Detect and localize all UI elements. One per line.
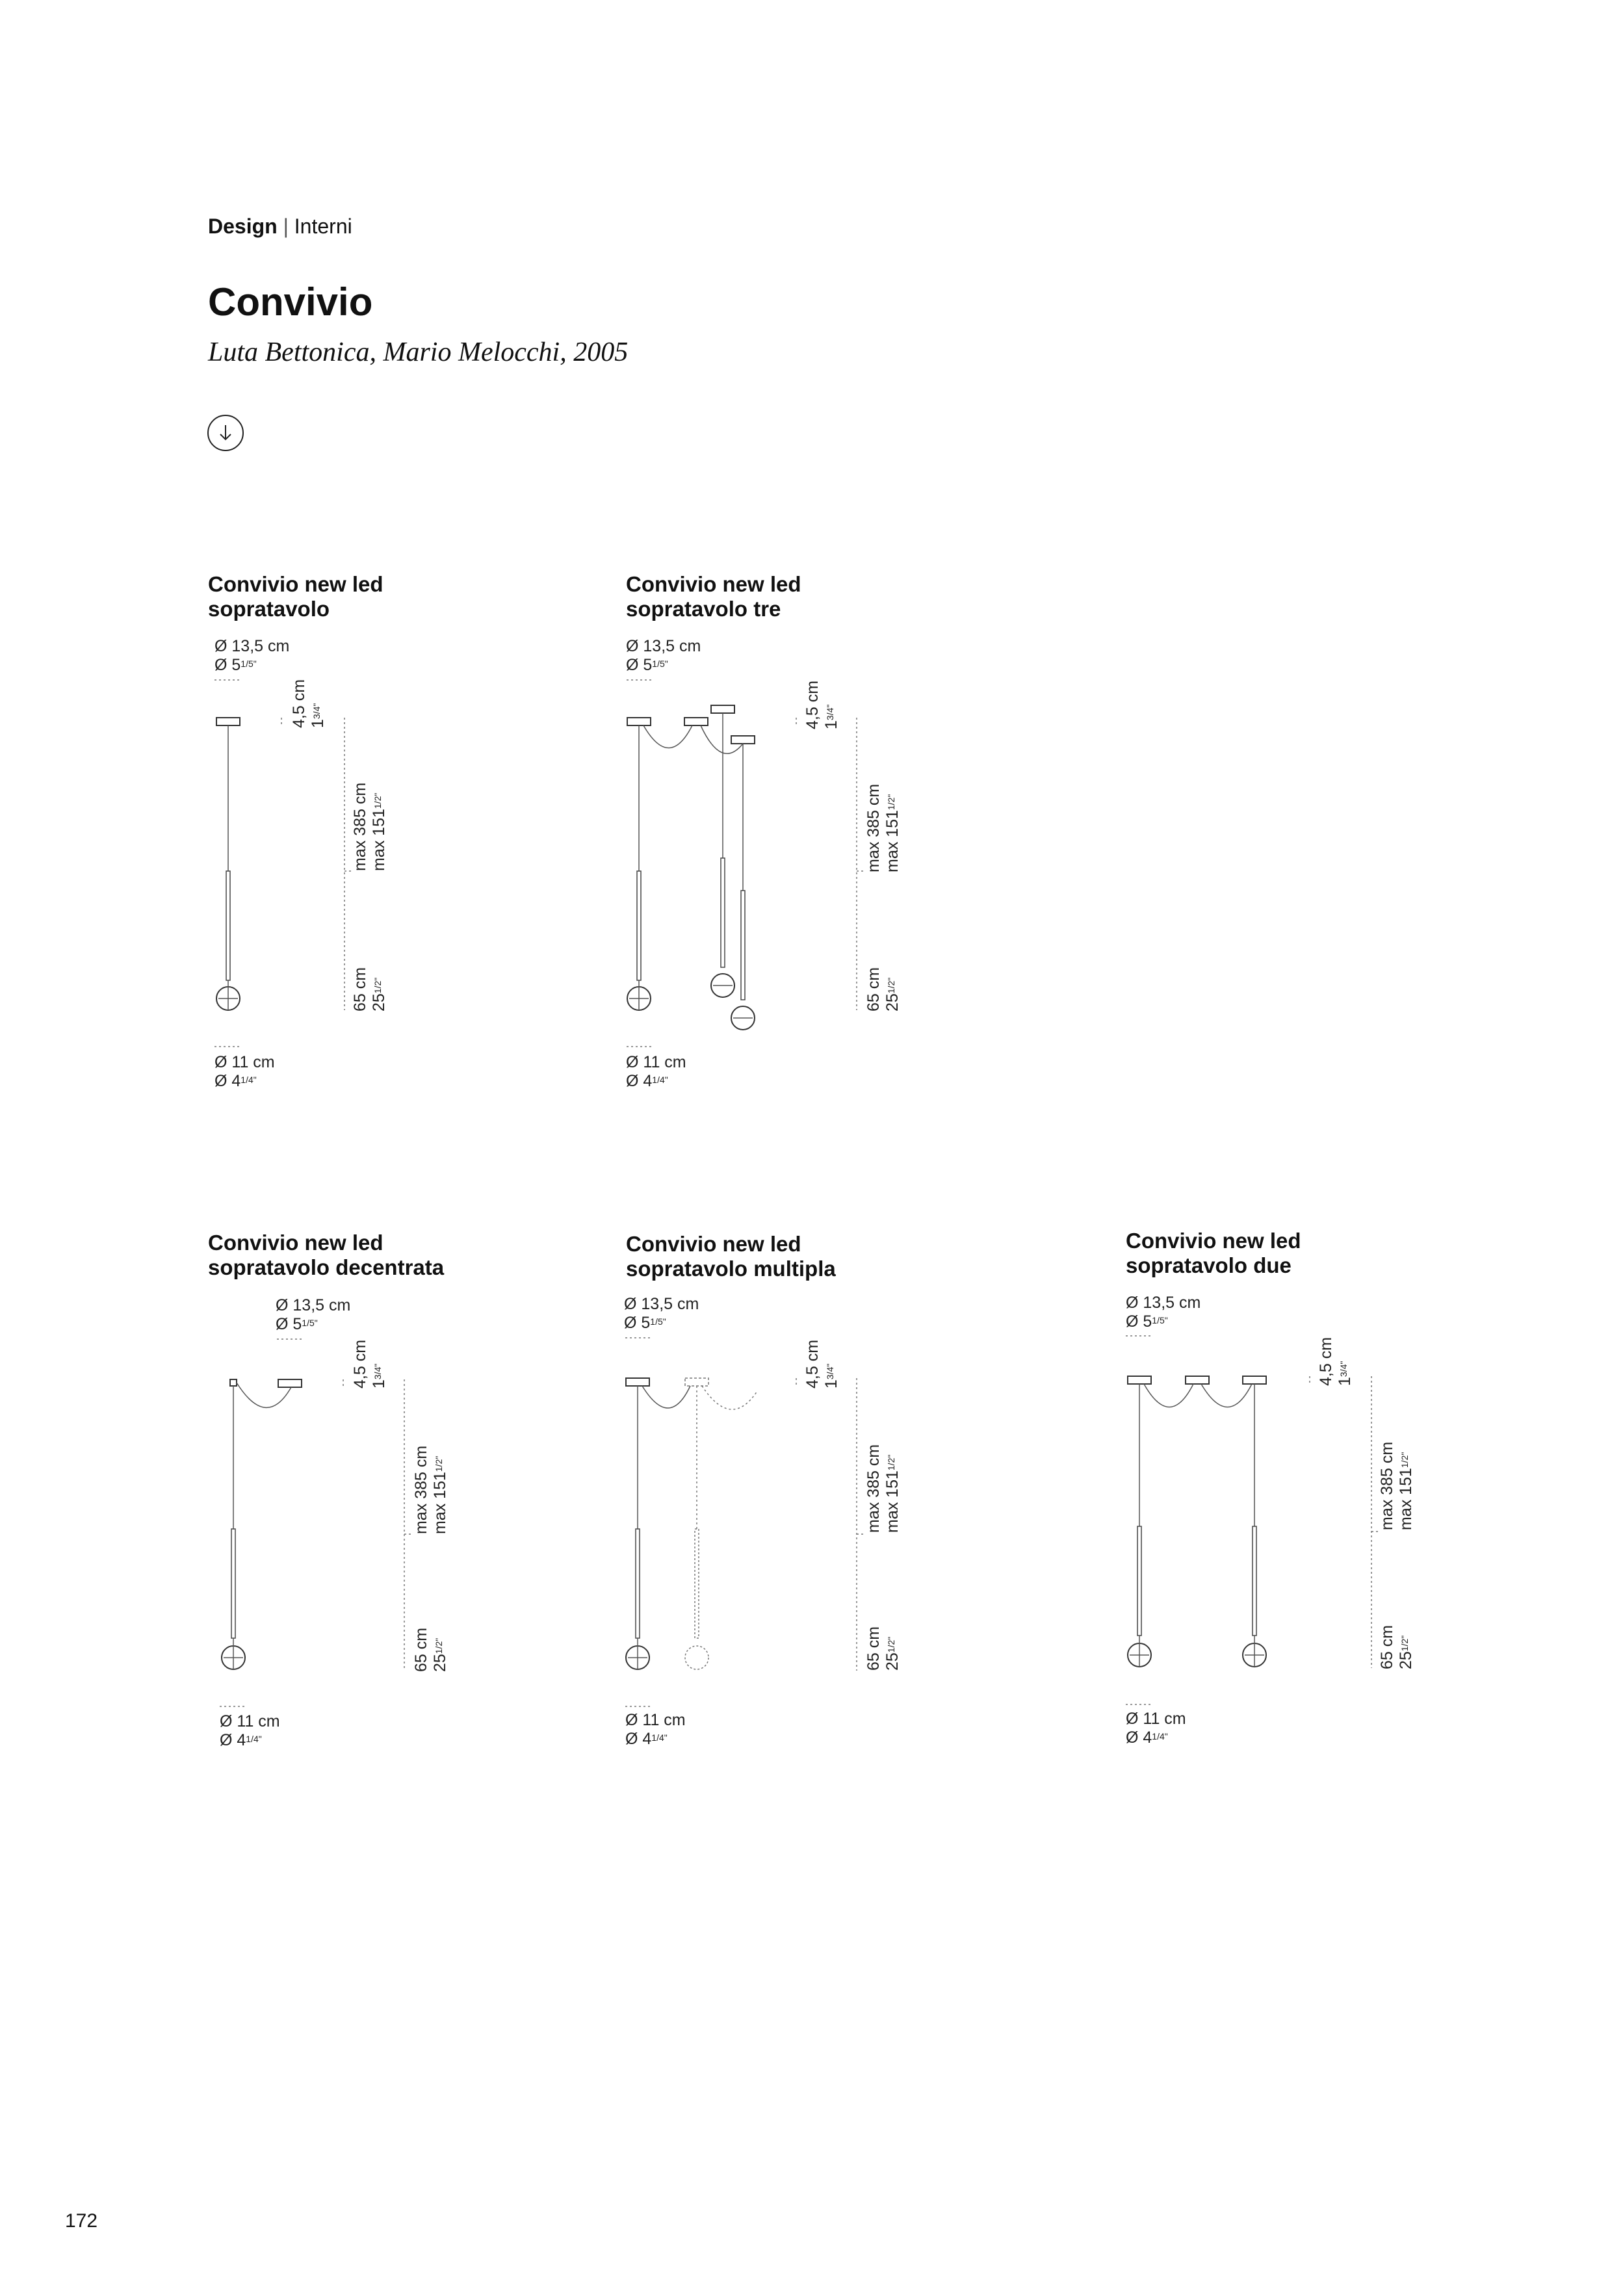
product-name-sopratavolo-tre: Convivio new led sopratavolo tre [626, 572, 801, 621]
product-name-sopratavolo-due: Convivio new led sopratavolo due [1126, 1229, 1301, 1277]
drawing-sopratavolo-due [1126, 1336, 1378, 1704]
product-name-sopratavolo: Convivio new led sopratavolo [208, 572, 383, 621]
canopy-diameter-label: Ø 13,5 cm Ø $5^{1/5"}$ [1126, 1294, 1201, 1331]
drawing-sopratavolo-multipla [625, 1338, 863, 1706]
cable-length-label: max 385 cm $\max 151^{1/2"}$ [864, 1444, 902, 1533]
designers-credit: Luta Bettonica, Mario Melocchi, 2005 [208, 337, 629, 367]
product-name-sopratavolo-decentrata: Convivio new led sopratavolo decentrata [208, 1231, 445, 1279]
cable-length-label: max 385 cm $\max 151^{1/2"}$ [864, 783, 902, 872]
brand-label: Design [208, 215, 278, 238]
body-length-label: 65 cm $25^{1/2"}$ [351, 967, 388, 1011]
product-name-sopratavolo-multipla: Convivio new led sopratavolo multipla [626, 1232, 836, 1281]
canopy-height-label: 4,5 cm $1^{3/4"}$ [1317, 1337, 1354, 1386]
canopy-diameter-label: Ø 13,5 cm Ø $5^{1/5"}$ [626, 637, 701, 674]
cable-length-label: max 385 cm $\max 151^{1/2"}$ [351, 782, 388, 871]
head-diameter-label: Ø 11 cm Ø $4^{1/4"}$ [625, 1711, 686, 1748]
canopy-height-label: 4,5 cm $1^{3/4"}$ [803, 680, 840, 729]
cable-length-label: max 385 cm $\max 151^{1/2"}$ [412, 1445, 449, 1534]
body-length-label: 65 cm $25^{1/2"}$ [1378, 1624, 1415, 1669]
page-number: 172 [65, 2210, 98, 2232]
header-separator: | [283, 215, 289, 238]
canopy-diameter-label: Ø 13,5 cm Ø $5^{1/5"}$ [624, 1295, 699, 1332]
drawing-sopratavolo [214, 680, 351, 1047]
head-diameter-label: Ø 11 cm Ø $4^{1/4"}$ [214, 1053, 275, 1090]
canopy-diameter-label: Ø 13,5 cm Ø $5^{1/5"}$ [214, 637, 290, 674]
drawing-sopratavolo-tre [627, 680, 863, 1047]
body-length-label: 65 cm $25^{1/2"}$ [864, 967, 902, 1011]
body-length-label: 65 cm $25^{1/2"}$ [412, 1627, 449, 1672]
head-diameter-label: Ø 11 cm Ø $4^{1/4"}$ [1126, 1710, 1186, 1747]
cable-length-label: max 385 cm $\max 151^{1/2"}$ [1378, 1441, 1415, 1530]
drawing-sopratavolo-decentrata [220, 1339, 411, 1706]
head-diameter-label: Ø 11 cm Ø $4^{1/4"}$ [626, 1053, 686, 1090]
canopy-height-label: 4,5 cm $1^{3/4"}$ [351, 1339, 388, 1389]
body-length-label: 65 cm $25^{1/2"}$ [864, 1626, 902, 1671]
section-label: Interni [294, 215, 352, 238]
canopy-diameter-label: Ø 13,5 cm Ø $5^{1/5"}$ [276, 1296, 351, 1333]
canopy-height-label: 4,5 cm $1^{3/4"}$ [803, 1339, 840, 1389]
canopy-height-label: 4,5 cm $1^{3/4"}$ [290, 679, 327, 728]
head-diameter-label: Ø 11 cm Ø $4^{1/4"}$ [220, 1712, 280, 1749]
page-title: Convivio [208, 280, 373, 324]
